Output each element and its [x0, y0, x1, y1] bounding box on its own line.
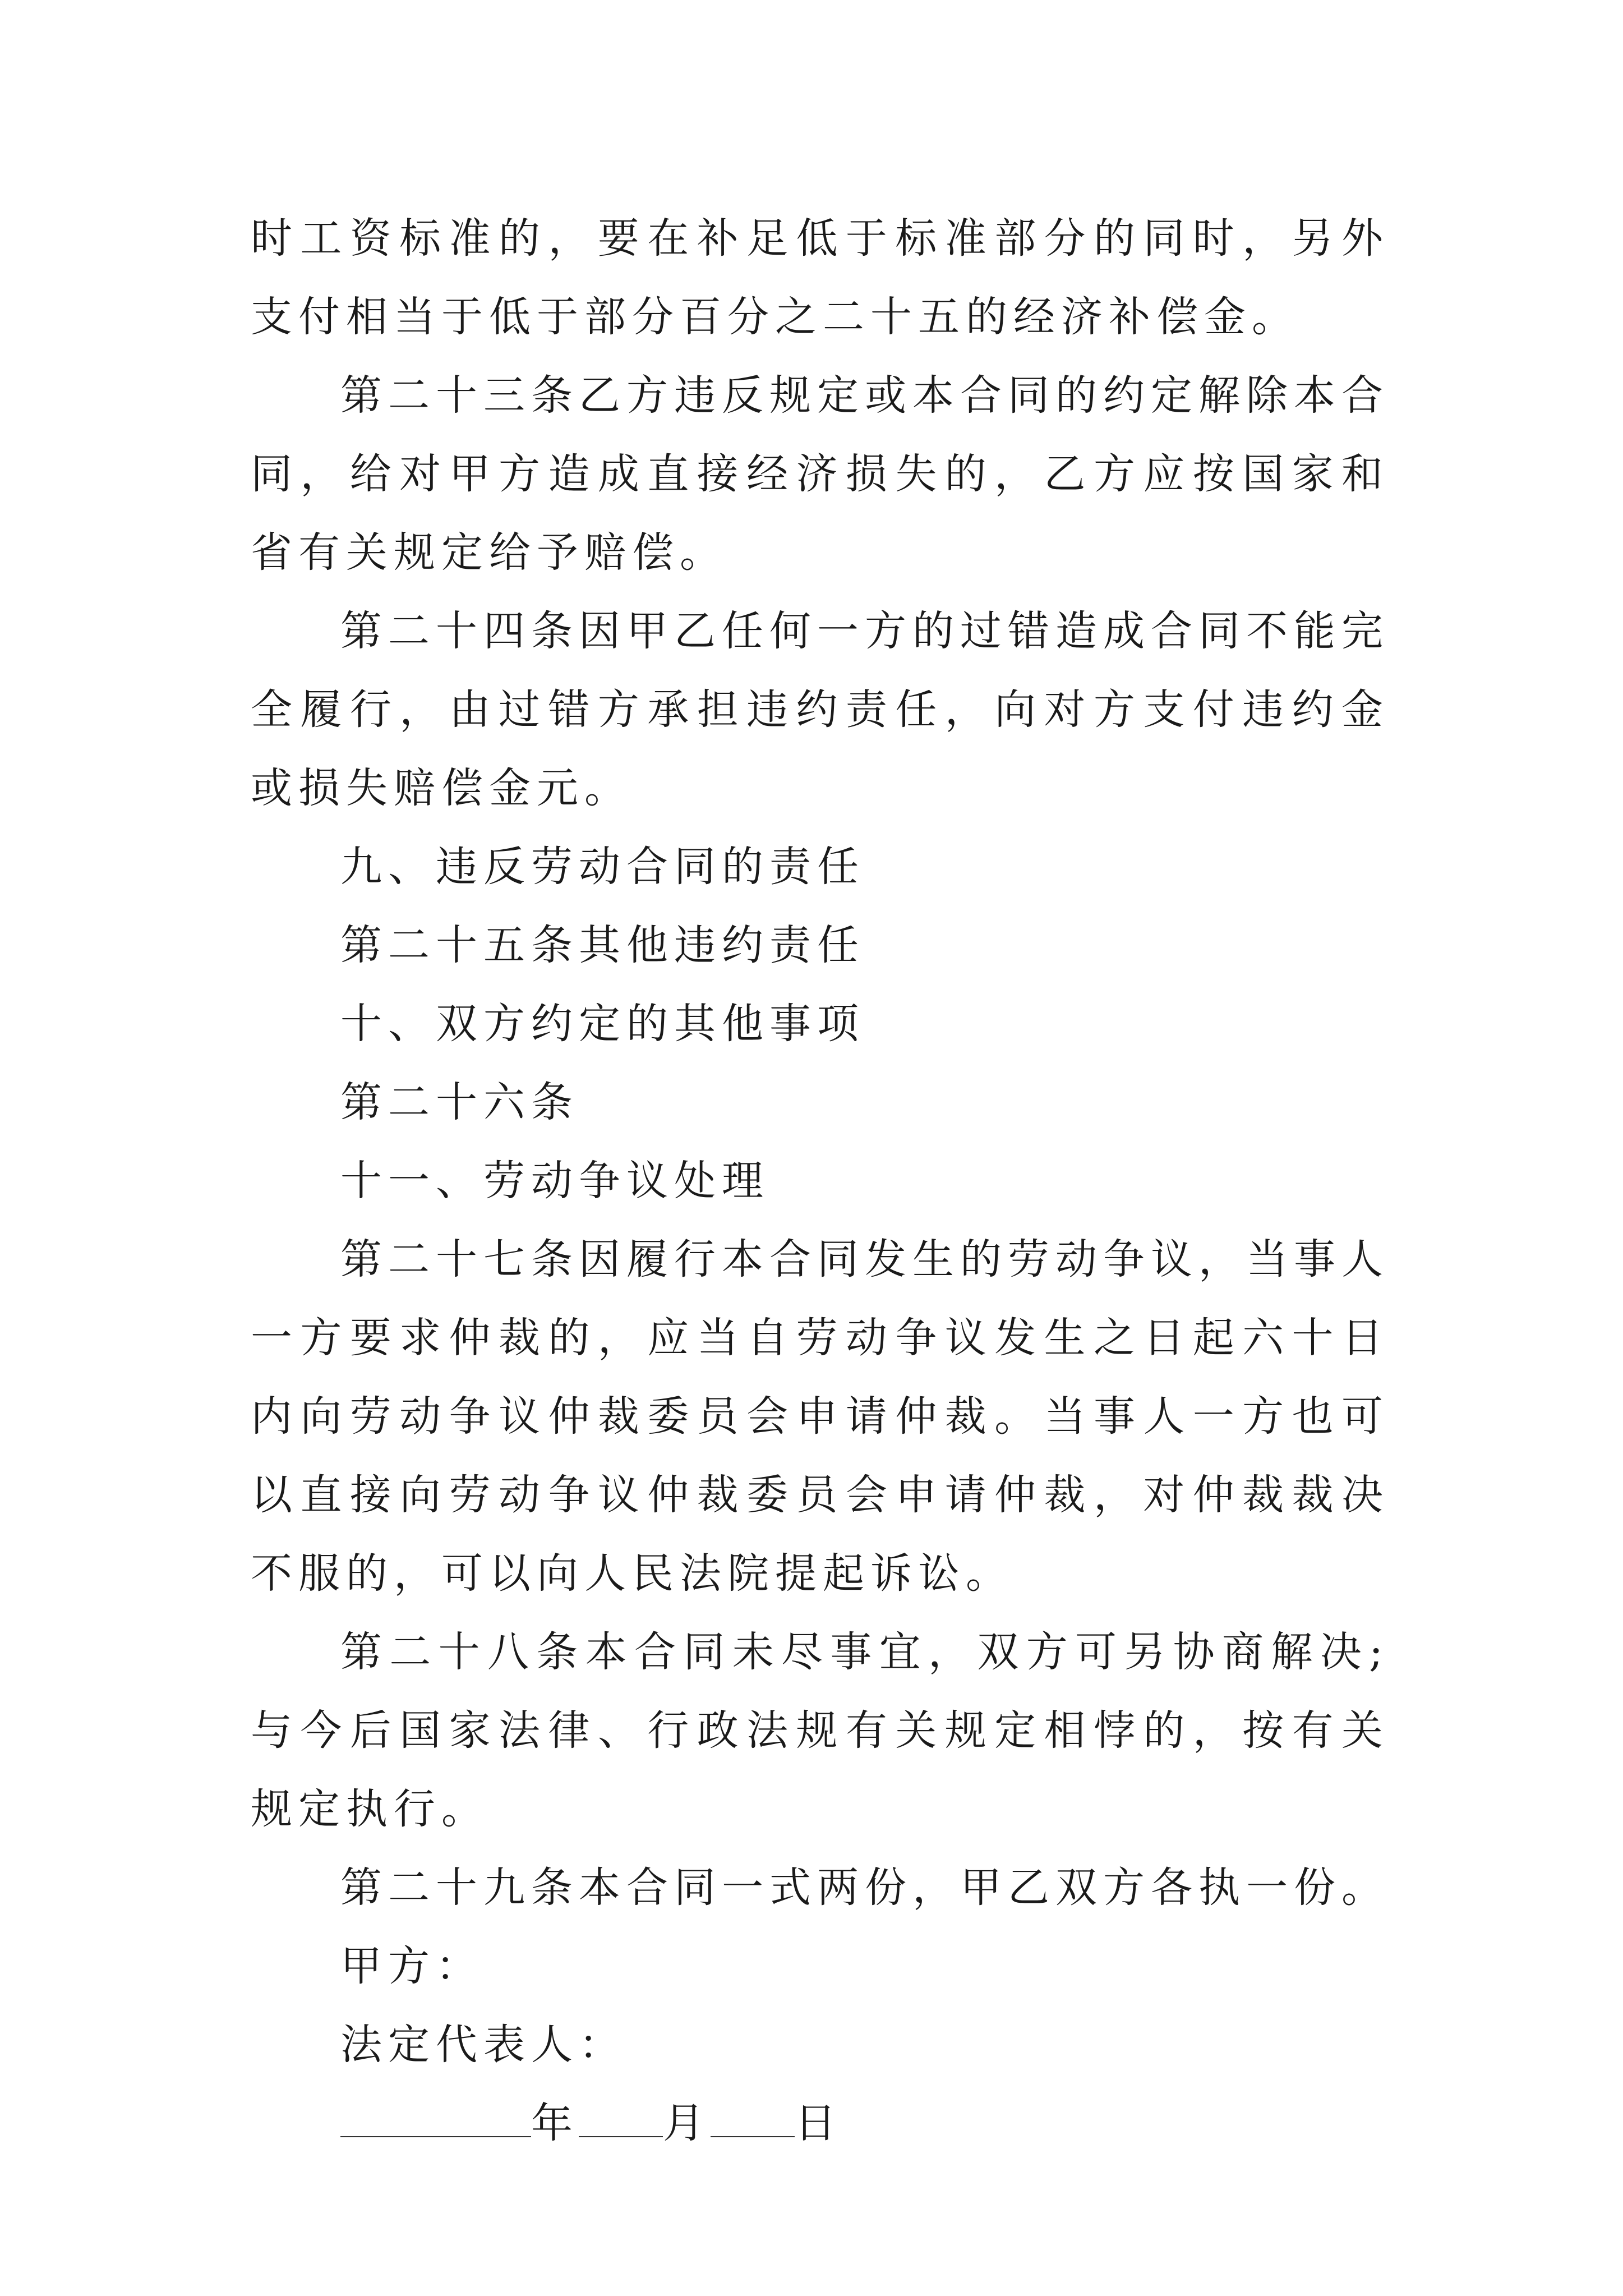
document-body — [251, 199, 1389, 2162]
section-heading-11: 十一、劳动争议处理 — [340, 1157, 769, 1205]
paragraph-article-29: 第二十九条本合同一式两份，甲乙双方各执一份。 — [340, 1864, 1389, 1912]
section-heading-9: 九、违反劳动合同的责任 — [340, 843, 865, 891]
signature-date-line — [251, 2084, 1389, 2162]
year-label: 年 — [531, 2099, 579, 2147]
legal-representative-label: 法定代表人： — [340, 2021, 626, 2069]
paragraph-article-27: 第二十七条因履行本合同发生的劳动争议，当事人一方要求仲裁的，应当自劳动争议发生之日起六十日内向劳动争议仲裁委员会申请仲裁。当事人一方也可以直接向劳动争议仲裁委员会申请仲裁，对仲裁裁决不服的，可以向人民法院提起诉讼。 — [251, 1235, 1389, 1598]
paragraph-article-24: 第二十四条因甲乙任何一方的过错造成合同不能完全履行，由过错方承担违约责任，向对方支付违约金或损失赔偿金元。 — [251, 607, 1389, 812]
month-label: 月 — [663, 2099, 711, 2147]
day-blank — [711, 2095, 795, 2137]
year-blank — [340, 2095, 531, 2137]
section-heading-10: 十、双方约定的其他事项 — [340, 1000, 865, 1048]
paragraph-article-28: 第二十八条本合同未尽事宜，双方可另协商解决;与今后国家法律、行政法规有关规定相悖的，按有关规定执行。 — [251, 1628, 1389, 1833]
month-blank — [579, 2095, 663, 2137]
party-a-label: 甲方： — [340, 1942, 483, 1990]
paragraph-article-23: 第二十三条乙方违反规定或本合同的约定解除本合同，给对甲方造成直接经济损失的，乙方应按国家和省有关规定给予赔偿。 — [251, 371, 1389, 577]
paragraph-article-25: 第二十五条其他违约责任 — [340, 921, 865, 969]
paragraph-article-26: 第二十六条 — [340, 1078, 579, 1126]
paragraph-wage-compensation: 时工资标准的，要在补足低于标准部分的同时，另外支付相当于低于部分百分之二十五的经济补偿金。 — [251, 214, 1389, 341]
day-label: 日 — [795, 2099, 842, 2147]
